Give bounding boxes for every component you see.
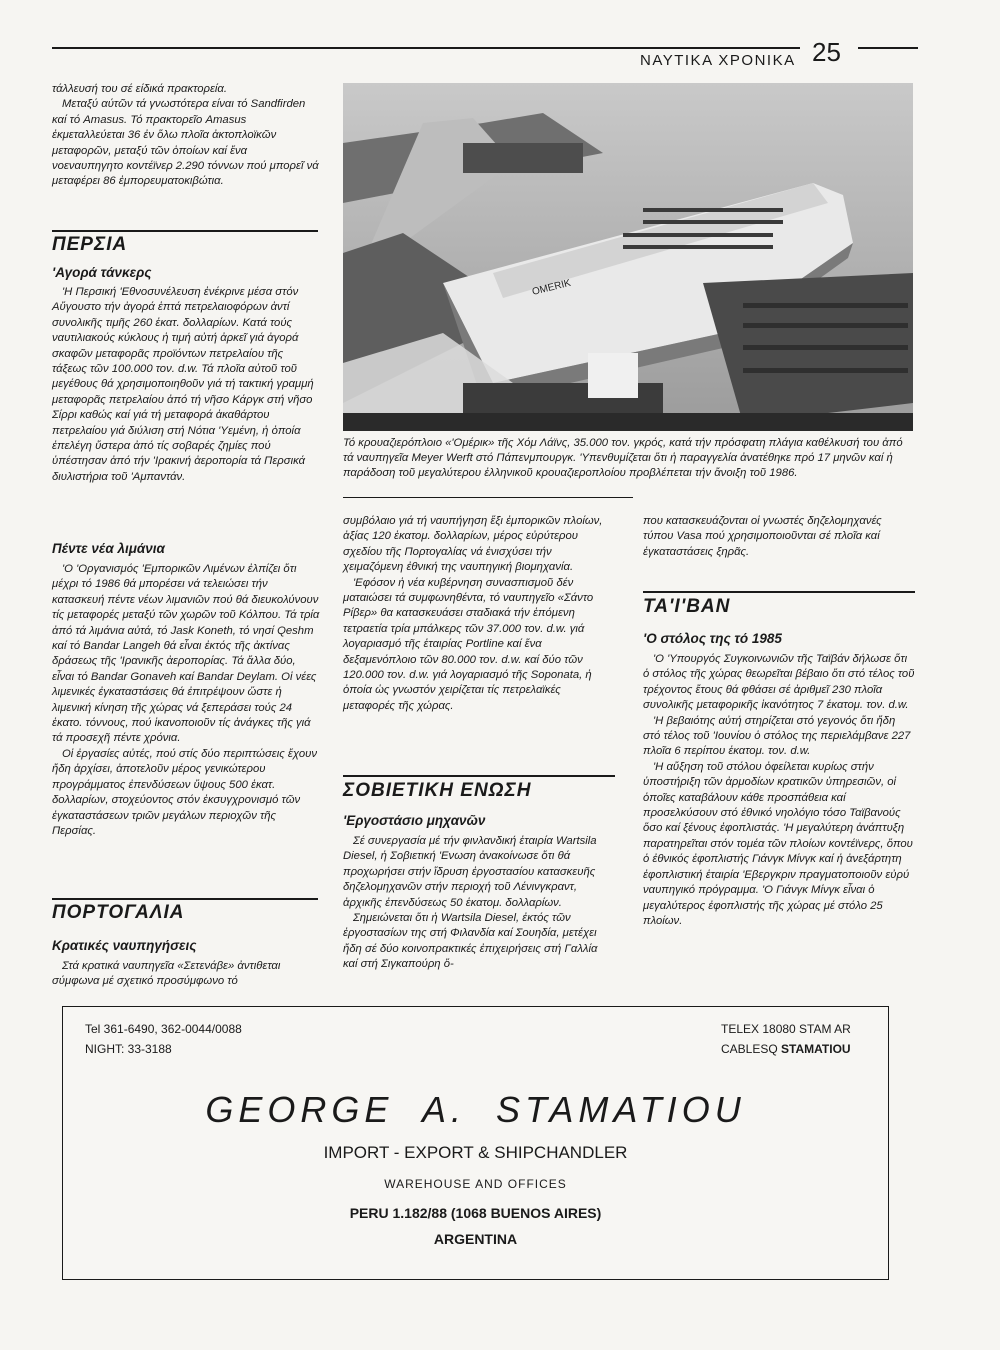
section-title-portugal: ΠΟΡΤΟΓΑΛΙΑ [52, 902, 185, 923]
persia-tankers-text [52, 285, 320, 485]
ad-company-name: GEORGE A. STAMATIOU [205, 1089, 746, 1130]
subhead-state-shipbuilding: Κρατικές ναυπηγήσεις [52, 938, 197, 953]
header-rule-right [858, 47, 918, 49]
article-paragraph: Οἱ ἐργασίες αὐτές, πού στίς δύο περιπτώσεις ἔχουν ἤδη ἀρχίσει, ἀποτελοῦν μέρος γενικώτερου προγράμματος ἐπενδύσεων ὕψους 500 ἑκατ. δολλαρίων, στοχεύοντος στόν ἐκσυγχρονισμό τῶν ἐγκαταστάσεων τριῶν μεγάλων περιοχῶν τῆς Περσίας. [52, 747, 317, 837]
article-paragraph: 'Η Περσική 'Εθνοσυνέλευση ἐνέκρινε μέσα στόν Αὔγουστο τήν ἀγορά ἑπτά πετρελαιοφόρων ἀντί συνολικῆς τιμῆς 260 ἑκατ. δολλαρίων. Κατά τούς ναυτιλιακούς κύκλους ἡ τιμή αὐτή ἀρκεῖ γιά ἀγορά σκαφῶν μεταφορᾶς προϊόντων πετρελαίου τῆς τάξεως τῶν 100.000 τον. d.w. Τά πλοῖα αὐτοῦ τοῦ μεγέθους θά χρησιμοποιηθοῦν γιά τή τακτική γραμμή μεταφορᾶς πετρελαίου ἀπό τή νῆσο Κάργκ στή νῆσο Σίρρι καθώς καί γιά τή μεταφορά ἀκαθάρτου πετρελαίου γιά διύλιση στή Νότια 'Υεμένη, ἡ ὁποία ἐπελέγη ὕστερα ἀπό τίς σοβαρές ζημίες πού ὑπέστησαν ἀπό τήν 'Ιρακινή ἀεροπορία τά Περσικά διυλιστήρια τοῦ 'Αμπαντάν. [52, 286, 314, 483]
subhead-engine-factory: 'Εργοστάσιο μηχανῶν [343, 813, 486, 828]
ship-launch-image [343, 83, 913, 431]
article-paragraph: συμβόλαιο γιά τή ναυπήγηση ἕξι ἐμπορικῶν πλοίων, ἀξίας 120 ἑκατομ. δολλαρίων, μέρος εὐρύτερου σχεδίου τῆς Πορτογαλίας νά ἐνισχύσει τήν χειμαζόμενη ἐθνική της ναυπηγική βιομηχανία. [343, 515, 603, 574]
soviet-text-continued [643, 514, 915, 560]
article-paragraph: 'Ο 'Οργανισμός 'Εμπορικῶν Λιμένων ἐλπίζει ὅτι μέχρι τό 1986 θά μπορέσει νά τελειώσει τήν κατασκευή πέντε νέων λιμανιῶν πού θά διευκολύνουν τίς μεταφορές μεταξύ τῶν χωρῶν τοῦ Κόλπου. Τά τρία ἀπό τά λιμάνια αὐτά, τό Jask Koneth, τό νησί Qeshm καί τό Bandar Langeh θά εἶναι ἐκτός τῆς ἀκτίνας δράσεως τῆς 'Ιρανικῆς ἀεροπορίας. Τά ἄλλα δύο, εἶναι τό Bandar Gonaveh καί Bandar Deylam. Οἱ νέες λιμενικές ἐγκαταστάσεις θά ἐπιτρέψουν ὥστε ἡ λιμενική κίνηση τῆς χώρας νά ξεπεράσει τούς 24 ἑκατο. τόννους, πού ἱκανοποιοῦν τίς ἀνάγκες τῆς γιά τά προσεχῆ πέντε χρόνια. [52, 563, 320, 745]
subhead-new-ports: Πέντε νέα λιμάνια [52, 541, 165, 556]
subhead-fleet-1985: 'Ο στόλος της τό 1985 [643, 631, 782, 646]
section-rule [643, 591, 915, 593]
article-paragraph: Στά κρατικά ναυπηγεῖα «Σετενάβε» ἀντιθεται σύμφωνα μέ σχετικό προσύμφωνο τό [52, 960, 281, 988]
ship-launch-photo [343, 83, 913, 431]
ad-night-phone: NIGHT: 33-3188 [85, 1042, 172, 1056]
ad-cable-label: CABLESQ [721, 1042, 778, 1056]
intro-paragraph: τάλλευσή του σέ είδικά πρακτορεία. [52, 83, 227, 95]
section-title-persia: ΠΕΡΣΙΑ [52, 234, 128, 255]
article-paragraph: 'Εφόσον ἡ νέα κυβέρνηση συνασπισμοῦ δέν ματαιώσει τά συμφωνηθέντα, τό ναυπηγεῖο «Σάντο Ρίβερ» θα κατασκευάσει σταδιακά τήν ἑπόμενη τετραετία τρία μπάλκερς τῶν 37.000 τον. d.w. γιά λογαριασμό τῆς ἑταιρίας Portline καί ἕνα δεξαμενόπλοιο τῶν 80.000 τον. d.w. καί δύο τῶν 120.000 τον. d.w. γιά λογαριασμό τῆς Soponata, ἡ ὁποία ὡς γνωστόν χειρίζεται τίς πετρελαϊκές μεταφορές τῆς χώρας. [343, 576, 594, 712]
ad-services: IMPORT - EXPORT & SHIPCHANDLER [323, 1143, 628, 1162]
ad-telephone: Tel 361-6490, 362-0044/0088 [85, 1022, 242, 1036]
section-rule [343, 775, 615, 777]
subhead-tankers: 'Αγορά τάνκερς [52, 265, 152, 280]
article-paragraph: 'Η βεβαιότης αὐτή στηρίζεται στό γεγονός ὅτι ἤδη στό τέλος τοῦ 'Ιουνίου ὁ στόλος της περιελάμβανε 227 πλοῖα 6 περίπου ἑκατομ. τον. d.w. [643, 714, 911, 758]
ad-cable [721, 1041, 851, 1058]
ad-country: ARGENTINA [433, 1231, 518, 1247]
article-paragraph: Σέ συνεργασία μέ τήν φινλανδική ἑταιρία Wartsila Diesel, ἡ Σοβιετική 'Ενωση ἀνακοίνωσε ὅτι θά προχωρήσει στήν ἵδρυση ἐργοστασίου κατασκευῆς δηζελομηχανῶν στήν περιοχή τοῦ Λένινγκραντ, ἀρχικῆς ἐπενδύσεως 50 ἑκατομ. δολλαρίων. [343, 835, 597, 909]
section-title-soviet-union: ΣΟΒΙΕΤΙΚΗ ΕΝΩΣΗ [343, 780, 532, 801]
ad-warehouse: WAREHOUSE AND OFFICES [384, 1177, 567, 1191]
page-number: 25 [812, 37, 841, 67]
soviet-text [343, 834, 615, 973]
section-rule [52, 898, 318, 900]
article-paragraph: 'Η αὔξηση τοῦ στόλου ὀφείλεται κυρίως στήν ὑποστήριξη τῶν ἀρμοδίων κρατικῶν ὑπηρεσιῶν, οἱ ὁποῖες καταβάλουν κάθε προσπάθεια καί προσελκύσουν στό ἐθνικό νηολόγιο τόσο Ταϊβανούς ὅσο καί ξένους ἐφοπλιστάς. 'Η μεγαλύτερη ἀνάπτυξη παρατηρεῖται στόν τομέα τῶν πλοίων κοντέϊνερς, ὅπου ὁ ἐθνικός ἐφοπλιστής Γιάνγκ Μίνγκ καί ἡ ἀνεξάρτητη ἐφοπλιστική ἑταιρία 'Εβεργκριν πραγματοποιοῦν εὐρύ ναυπηγικό πρόγραμμα. 'Ο Γιάνγκ Μίνγκ εἶναι ὁ μεγαλύτερος ἐφοπλιστής τῆς χώρας μέ στόλο 25 πλοίων. [643, 760, 913, 927]
intro-paragraph: Μεταξύ αύτῶν τά γνωστότερα είναι τό Sandfirden καί τό Amasus. Τό πρακτορεῖο Amasus ἐκμεταλλεύεται 36 ἐν ὅλω πλοῖα ἀκτοπλοϊκῶν μεταφορῶν, μεταξύ τῶν ὁποίων καί ἕνα νοεναυπηγητο κοντέϊνερ 2.290 τόννων πού μπορεῖ νά μεταφέρει 86 ἐμπορευματοκιβώτια. [52, 98, 319, 188]
ad-telex: TELEX 18080 STAM AR [721, 1022, 851, 1036]
section-rule [52, 230, 318, 232]
intro-text [52, 82, 320, 190]
stamatiou-advertisement [62, 1006, 889, 1280]
ad-address: PERU 1.182/88 (1068 BUENOS AIRES) [349, 1205, 602, 1221]
magazine-name: ΝΑΥΤΙΚΑ ΧΡΟΝΙΚΑ [640, 52, 796, 69]
ad-cable-name: STAMATIOU [781, 1042, 851, 1056]
ship-name-label: OMERIK [531, 277, 573, 298]
section-title-taiwan: ΤΑ'Ι'ΒΑΝ [643, 596, 731, 617]
portugal-text-continued [343, 514, 615, 714]
portugal-text-start [52, 959, 320, 990]
article-paragraph: που κατασκευάζονται οἱ γνωστές δηζελομηχανές τύπου Vasa πού χρησιμοποιοῦνται σέ πλοῖα καί ἐγκαταστάσεις ξηρᾶς. [643, 515, 882, 558]
article-paragraph: 'Ο 'Υπουργός Συγκοινωνιῶν τῆς Ταϊβάν δήλωσε ὅτι ὁ στόλος τῆς χώρας θεωρεῖται βέβαιο ὅτι στό τέλος τοῦ τρέχοντος ἔτους θά φθάσει σέ ἀριθμεῖ 230 πλοῖα συνολικῆς μεταφορικῆς ἱκανότητος 7 ἑκατομ. τον. d.w. [643, 653, 915, 712]
caption-underline [343, 497, 633, 498]
persia-ports-text [52, 562, 320, 839]
header-rule-left [52, 47, 800, 49]
photo-caption: Τό κρουαζιερόπλοιο «'Ομέρικ» τῆς Χόμ Λάϊνς, 35.000 τον. γκρός, κατά τήν πρόσφατη πλάγια καθέλκυσή του ἀπό τά ναυπηγεῖα Meyer Werft στό Πάπενμπουργκ. 'Υπενθυμίζεται ὅτι ἡ παραγγελία ἀνατέθηκε πρό 17 μηνῶν καί ἡ παράδοση τοῦ μεγαλύτερου ἑλληνικοῦ κρουαζιεροπλοίου προβλέπεται τήν ἄνοιξη τοῦ 1986. [343, 437, 903, 480]
article-paragraph: Σημειώνεται ὅτι ἡ Wartsila Diesel, ἐκτός τῶν ἐργοστασίων της στή Φιλανδία καί Σουηδία, μετέχει ἤδη σέ δύο κοινοπρακτικές ἐπιχειρήσεις στή Γαλλία καί στή Σιγκαπούρη ὅ- [343, 912, 598, 971]
taiwan-text [643, 652, 915, 929]
